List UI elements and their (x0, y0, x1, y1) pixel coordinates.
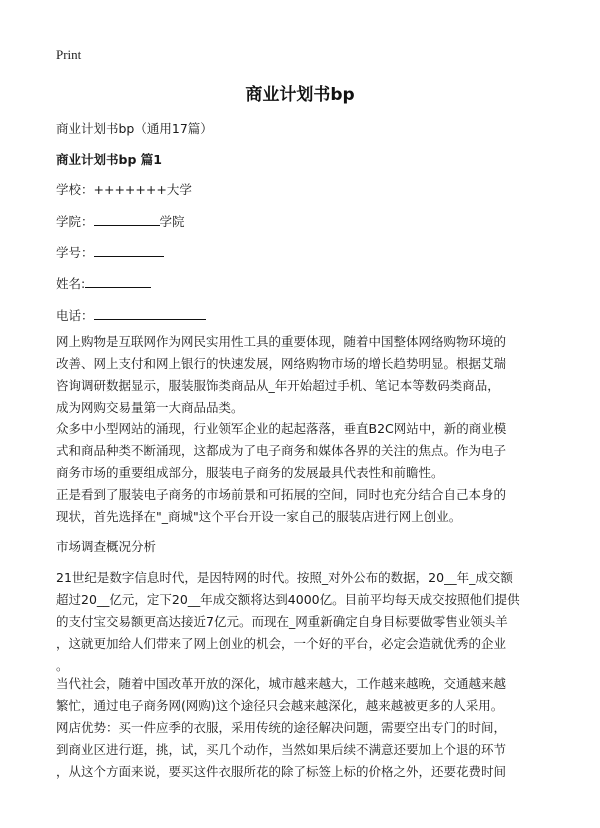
student-id-blank (94, 244, 164, 257)
paragraph-line: 21世纪是数字信息时代，是因特网的时代。按照_对外公布的数据，20__年_成交额 (56, 570, 513, 585)
document-subtitle: 商业计划书bp（通用17篇） (56, 121, 213, 136)
paragraph-market-prospect (56, 484, 548, 528)
paragraph-line: 。 (56, 658, 69, 673)
section-heading: 商业计划书bp 篇1 (56, 152, 162, 167)
student-id-label: 学号： (56, 245, 94, 260)
market-survey-heading (56, 536, 548, 558)
school-label: 学校： (56, 182, 94, 197)
print-link[interactable]: Print (56, 47, 82, 62)
paragraph-line: 网店优势：买一件应季的衣服，采用传统的途径解决问题，需要空出专门的时间， (56, 720, 507, 735)
phone-blank (94, 307, 206, 320)
college-label: 学院： (56, 214, 94, 229)
paragraph-line: 繁忙，通过电子商务网(网购)这个途径只会越来越深化，越来越被更多的人采用。 (56, 698, 504, 713)
college-blank (94, 213, 160, 226)
paragraph-line: 到商业区进行逛，挑，试，买几个动作，当然如果后续不满意还要加上个退的环节 (56, 742, 507, 757)
college-suffix: 学院 (159, 214, 185, 229)
paragraph-line: 当代社会，随着中国改革开放的深化，城市越来越大，工作越来越晚，交通越来越 (56, 676, 507, 691)
paragraph-line: 商务市场的重要组成部分，服装电子商务的发展最具代表性和前瞻性。 (56, 465, 444, 480)
phone-field (56, 307, 206, 324)
paragraph-online-shopping (56, 331, 548, 419)
paragraph-line: 现状，首先选择在"_商城"这个平台开设一家自己的服装店进行网上创业。 (56, 509, 462, 524)
paragraph-line: 改善、网上支付和网上银行的快速发展，网络购物市场的增长趋势明显。根据艾瑞 (56, 356, 507, 371)
paragraph-line: 网上购物是互联网作为网民实用性工具的重要体现，随着中国整体网络购物环境的 (56, 334, 507, 349)
page-title: 商业计划书bp (245, 85, 355, 105)
phone-label: 电话： (56, 308, 94, 323)
school-value: +++++++大学 (93, 182, 192, 197)
college-field (56, 213, 185, 230)
paragraph-digital-era (56, 567, 548, 677)
name-label: 姓名: (56, 276, 86, 291)
paragraph-line: 成为网购交易量第一大商品品类。 (56, 400, 244, 415)
student-id-field (56, 244, 164, 261)
paragraph-line: ，这就更加给人们带来了网上创业的机会，一个好的平台，必定会造就优秀的企业 (56, 636, 507, 651)
paragraph-line: 的支付宝交易额更高达接近7亿元。而现在_网重新确定自身目标要做零售业领头羊 (56, 614, 508, 629)
paragraph-line: 超过20__亿元，定下20__年成交额将达到4000亿。目前平均每天成交按照他们提供 (56, 592, 520, 607)
paragraph-line: 式和商品种类不断涌现，这都成为了电子商务和媒体各界的关注的焦点。作为电子 (56, 443, 507, 458)
paragraph-small-sites (56, 418, 548, 484)
paragraph-modern-society (56, 673, 548, 717)
paragraph-shop-advantages (56, 717, 548, 783)
paragraph-line: 市场调查概况分析 (56, 539, 157, 554)
paragraph-line: ，从这个方面来说，要买这件衣服所花的除了标签上标的价格之外，还要花费时间 (56, 764, 507, 779)
name-blank (85, 275, 151, 288)
paragraph-line: 正是看到了服装电子商务的市场前景和可拓展的空间，同时也充分结合自己本身的 (56, 487, 507, 502)
paragraph-line: 众多中小型网站的涌现，行业领军企业的起起落落，垂直B2C网站中，新的商业模 (56, 421, 507, 436)
paragraph-line: 咨询调研数据显示，服装服饰类商品从_年开始超过手机、笔记本等数码类商品， (56, 378, 500, 393)
name-field (56, 275, 151, 292)
school-field (56, 182, 192, 198)
